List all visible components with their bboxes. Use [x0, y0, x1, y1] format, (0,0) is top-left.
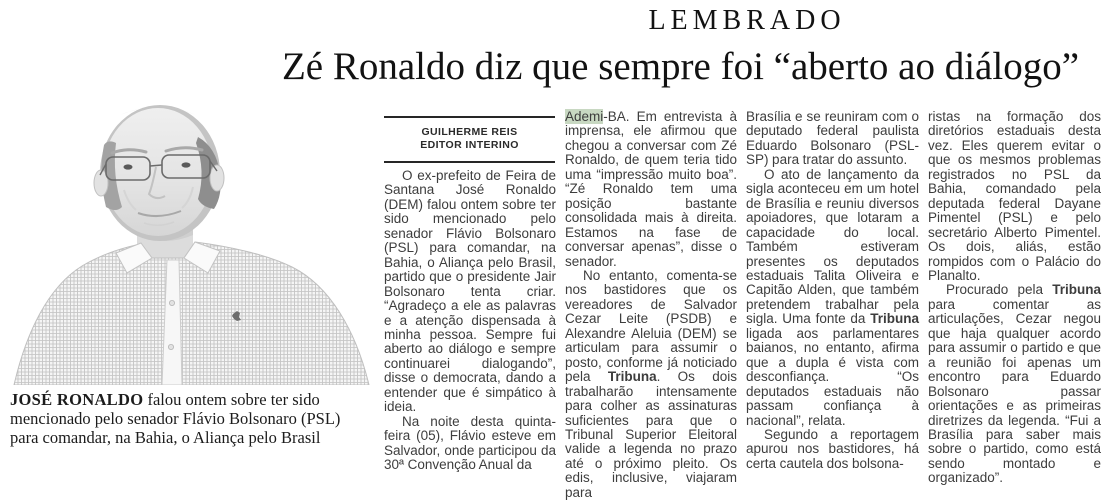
article-column: [384, 169, 556, 473]
photo-caption: [10, 390, 368, 447]
article-paragraph: Na noite desta quinta-feira (05), Flávio esteve em Salvador, onde participou da 30ª Convenção Anual da: [384, 413, 556, 473]
article-paragraph: O ato de lançamento da sigla aconteceu em um hotel de Brasília e reuniu diversos apoiadores, que lotaram a capacidade do local. Também estiveram presentes os deputados estaduais Talita Oliveira e Capitão Alden, que também pretendem trabalhar pela sigla. Uma fonte da Tribuna ligada aos parlamentares baianos, no entanto, afirma que a dupla é vista com desconfiança. “Os deputados estaduais não passam confiança à nacional”, relata.: [746, 166, 919, 428]
article-paragraph: No entanto, comenta-se nos bastidores que os vereadores de Salvador Cezar Leite (PSDB) e Alexandre Aleluia (DEM) se articulam para assumir o posto, conforme já noticiado pela Tribuna. Os dois trabalharão intensamente para colher as assinaturas suficientes para que o Tribunal Superior Eleitoral valide a legenda no prazo até o próximo pleito. Os edis, inclusive, viajaram para: [565, 267, 737, 500]
article-paragraph: Segundo a reportagem apurou nos bastidores, há certa cautela dos bolsona-: [746, 426, 919, 471]
article-column: [746, 110, 919, 471]
headline: Zé Ronaldo diz que sempre foi “aberto ao diálogo”: [281, 45, 1080, 88]
byline: [384, 116, 555, 163]
highlighted-term: Ademi: [565, 109, 604, 124]
article-column: [565, 110, 737, 500]
article-paragraph: O ex-prefeito de Feira de Santana José Ronaldo (DEM) falou ontem sobre ter sido mencionado pelo senador Flávio Bolsonaro (PSL) para comandar, na Bahia, o Aliança pelo Brasil, partido que o presidente Jair Bolsonaro tenta criar. “Agradeço a ele as palavras e a atenção dispensada à minha pessoa. Sempre fui aberto ao diálogo e sempre continuarei dialogando”, disse o democrata, dando a entender que é simpático à ideia.: [384, 168, 556, 415]
photo-caption-text: falou ontem sobre ter sido mencionado pelo senador Flávio Bolsonaro (PSL) para comandar, na Bahia, o Aliança pelo Brasil: [10, 390, 341, 447]
jose-ronaldo-photo: [0, 95, 373, 385]
section-kicker: LEMBRADO: [648, 5, 846, 36]
byline-author: GUILHERME REIS: [421, 126, 518, 138]
photo-caption-lead: JOSÉ RONALDO: [10, 390, 144, 409]
byline-role: EDITOR INTERINO: [420, 139, 519, 151]
article-paragraph: Procurado pela Tribuna para comentar as articulações, Cezar negou que haja qualquer acordo para assumir o partido e que a reunião foi apenas um encontro para Eduardo Bolsonaro passar orientações e as primeiras diretrizes da legenda. “Fui a Brasília para saber mais sobre o partido, como está sendo montado e organizado”.: [928, 282, 1101, 486]
article-paragraph: Ademi-BA. Em entrevista à imprensa, ele afirmou que chegou a conversar com Zé Ronaldo, de quem teria tido uma “impressão muito boa”. “Zé Ronaldo tem uma posição bastante consolidada mais à direita. Estamos na fase de conversar apenas”, disse o senador.: [565, 109, 737, 269]
article-paragraph: Brasília e se reuniram com o deputado federal paulista Eduardo Bolsonaro (PSL-SP) para tratar do assunto.: [746, 109, 919, 168]
portrait-illustration: [0, 95, 373, 385]
article-paragraph: ristas na formação dos diretórios estaduais desta vez. Eles querem evitar o que os mesmos problemas registrados no PSL da Bahia, comandado pela deputada federal Dayane Pimentel (PSL) e pelo secretário Alberto Pimentel. Os dois, aliás, estão rompidos com o Palácio do Planalto.: [928, 109, 1101, 283]
article-column: [928, 110, 1101, 486]
